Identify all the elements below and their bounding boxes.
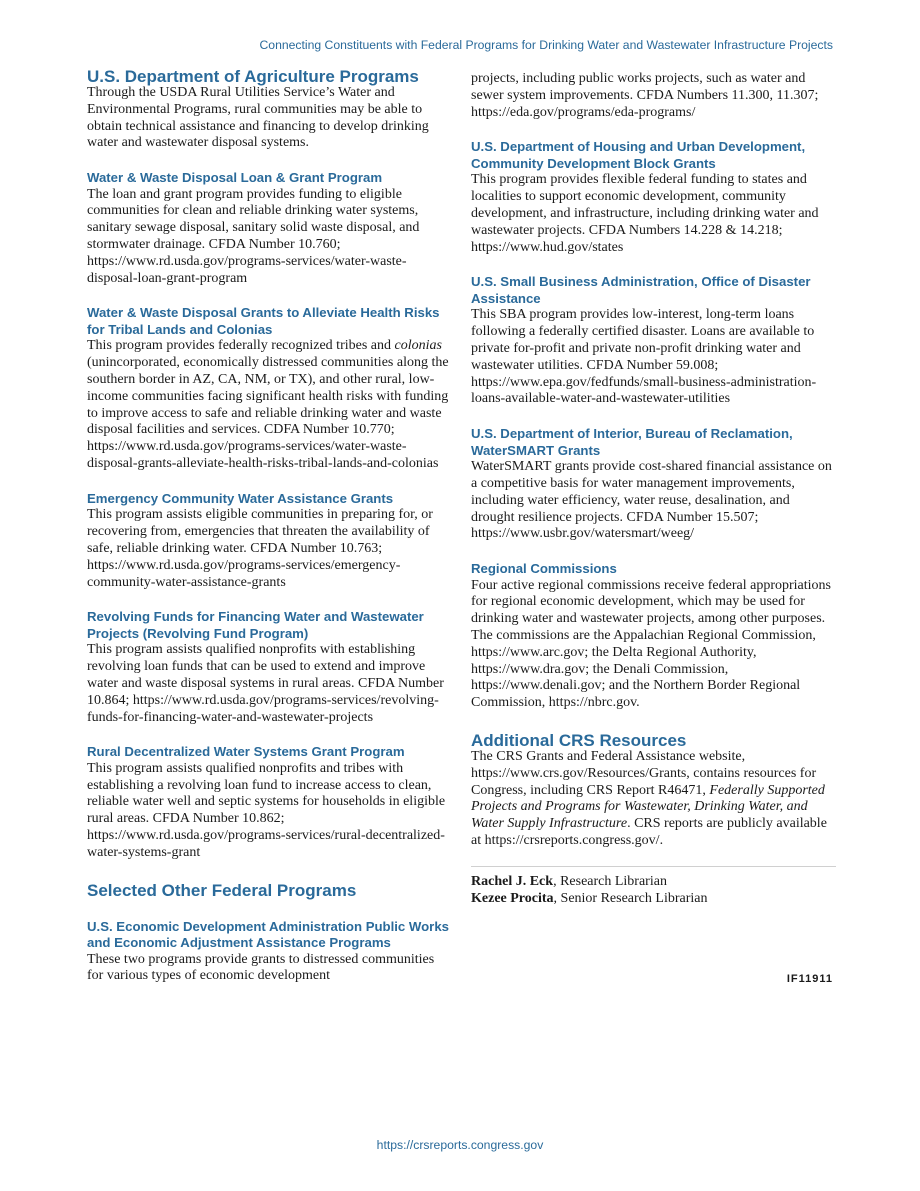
- right-column: [471, 71, 836, 908]
- doi-heading: U.S. Department of Interior, Bureau of Reclamation, WaterSMART Grants: [471, 426, 793, 458]
- authors: [471, 873, 836, 908]
- ecwag-heading: Emergency Community Water Assistance Grants: [87, 490, 394, 506]
- other-programs-heading: Selected Other Federal Programs: [87, 880, 357, 900]
- sba-heading: U.S. Small Business Administration, Office of Disaster Assistance: [471, 274, 811, 306]
- author-eck: Rachel J. Eck, Research Librarian: [471, 873, 667, 889]
- eda-body-continued: projects, including public works projects, such as water and sewer system improvements. CFDA Numbers 11.300, 11.307; https://eda.gov/programs/eda-programs/: [471, 71, 819, 120]
- report-id: IF11911: [786, 973, 833, 985]
- rdws-heading: Rural Decentralized Water Systems Grant Program: [87, 744, 405, 760]
- usda-intro: Through the USDA Rural Utilities Service’s Water and Environmental Programs, rural communities may be able to obtain technical assistance and financing to develop drinking water and wastewater disposal systems.: [87, 85, 429, 151]
- ecwag-body: This program assists eligible communities in preparing for, or recovering from, emergencies that threaten the availability of safe, reliable drinking water. CFDA Number 10.763; https://www.rd.usda.gov/programs-services/emergency-community-water-assistance-grants: [87, 507, 433, 590]
- crs-resources-body: The CRS Grants and Federal Assistance website, https://www.crs.gov/Resources/Grants, contains resources for Congress, including CRS Report R46471, Federally Supported Projects and Programs for Wastewater, Drinking Water, and Water Supply Infrastructure. CRS reports are publicly available at https://crsreports.congress.gov/.: [471, 749, 827, 848]
- revolving-fund-heading: Revolving Funds for Financing Water and Wastewater Projects (Revolving Fund Program): [87, 609, 424, 641]
- eda-body-start: These two programs provide grants to distressed communities for various types of economic development: [87, 951, 435, 984]
- hud-heading: U.S. Department of Housing and Urban Development, Community Development Block Grants: [471, 139, 806, 171]
- colonias-term: colonias: [394, 338, 442, 354]
- report-title: Federally Supported Projects and Programs for Wastewater, Drinking Water, and Water Supply Infrastructure: [471, 782, 825, 832]
- author-procita: Kezee Procita, Senior Research Librarian: [471, 891, 708, 907]
- eda-heading: U.S. Economic Development Administration Public Works and Economic Adjustment Assistance Programs: [87, 918, 449, 951]
- regional-commissions-heading: Regional Commissions: [471, 561, 617, 577]
- revolving-fund-body: This program assists qualified nonprofits with establishing revolving loan funds that can be used to extend and improve water and waste disposal systems in rural areas. CFDA Number 10.864; https://www.rd.usda.gov/programs-services/revolving-funds-for-financing-water-and-wastewater-projects: [87, 642, 444, 725]
- author-divider: [471, 866, 836, 867]
- left-column: [87, 68, 452, 985]
- tribal-body: This program provides federally recognized tribes and colonias (unincorporated, economically distressed communities along the southern border in AZ, CA, NM, or TX), and other rural, low-income communities facing significant health risks with funding to improve access to safe and reliable drinking water and waste disposal facilities and services. CDFA Number 10.770; https://www.rd.usda.gov/programs-services/water-waste-disposal-grants-alleviate-health-risks-tribal-lands-and-colonias: [87, 338, 449, 472]
- wwd-body: The loan and grant program provides funding to eligible communities for clean and reliable drinking water systems, sanitary sewage disposal, sanitary solid waste disposal, and stormwater drainage. CFDA Number 10.760; https://www.rd.usda.gov/programs-services/water-waste-disposal-loan-grant-program: [87, 186, 420, 286]
- usda-heading: U.S. Department of Agriculture Programs: [87, 67, 419, 86]
- footer-url[interactable]: https://crsreports.congress.gov: [376, 1138, 544, 1152]
- crs-resources-heading: Additional CRS Resources: [471, 731, 687, 751]
- doi-body: WaterSMART grants provide cost-shared financial assistance on a competitive basis for water management improvements, including water efficiency, water reuse, desalination, and drought resilience projects. CFDA Number 15.507; https://www.usbr.gov/watersmart/weeg/: [471, 459, 832, 542]
- sba-body: This SBA program provides low-interest, long-term loans following a federally certified disaster. Loans are available to private for-profit and private non-profit drinking water and wastewater utilities. CFDA Number 59.008; https://www.epa.gov/fedfunds/small-business-administration-loans-available-water-and-wastewater-utilities: [471, 307, 817, 407]
- regional-commissions-body: Four active regional commissions receive federal appropriations for regional economic development, which may be used for drinking water and wastewater projects, among other purposes. The commissions are the Appalachian Regional Commission, https://www.arc.gov; the Delta Regional Authority, https://www.dra.gov; the Denali Commission, https://www.denali.gov; and the Northern Border Regional Commission, https://nbrc.gov.: [471, 577, 831, 711]
- running-header: Connecting Constituents with Federal Programs for Drinking Water and Wastewater Infrastructure Projects: [259, 38, 833, 52]
- wwd-heading: Water & Waste Disposal Loan & Grant Program: [87, 170, 383, 186]
- tribal-heading: Water & Waste Disposal Grants to Alleviate Health Risks for Tribal Lands and Colonias: [87, 305, 440, 337]
- rdws-body: This program assists qualified nonprofits and tribes with establishing a revolving loan fund to increase access to clean, reliable water well and septic systems for households in eligible rural areas. CFDA Number 10.862; https://www.rd.usda.gov/programs-services/rural-decentralized-water-systems-grant: [87, 760, 446, 860]
- hud-body: This program provides flexible federal funding to states and localities to support economic development, community development, and infrastructure, including drinking water and wastewater projects. CFDA Numbers 14.228 & 14.218; https://www.hud.gov/states: [471, 172, 819, 255]
